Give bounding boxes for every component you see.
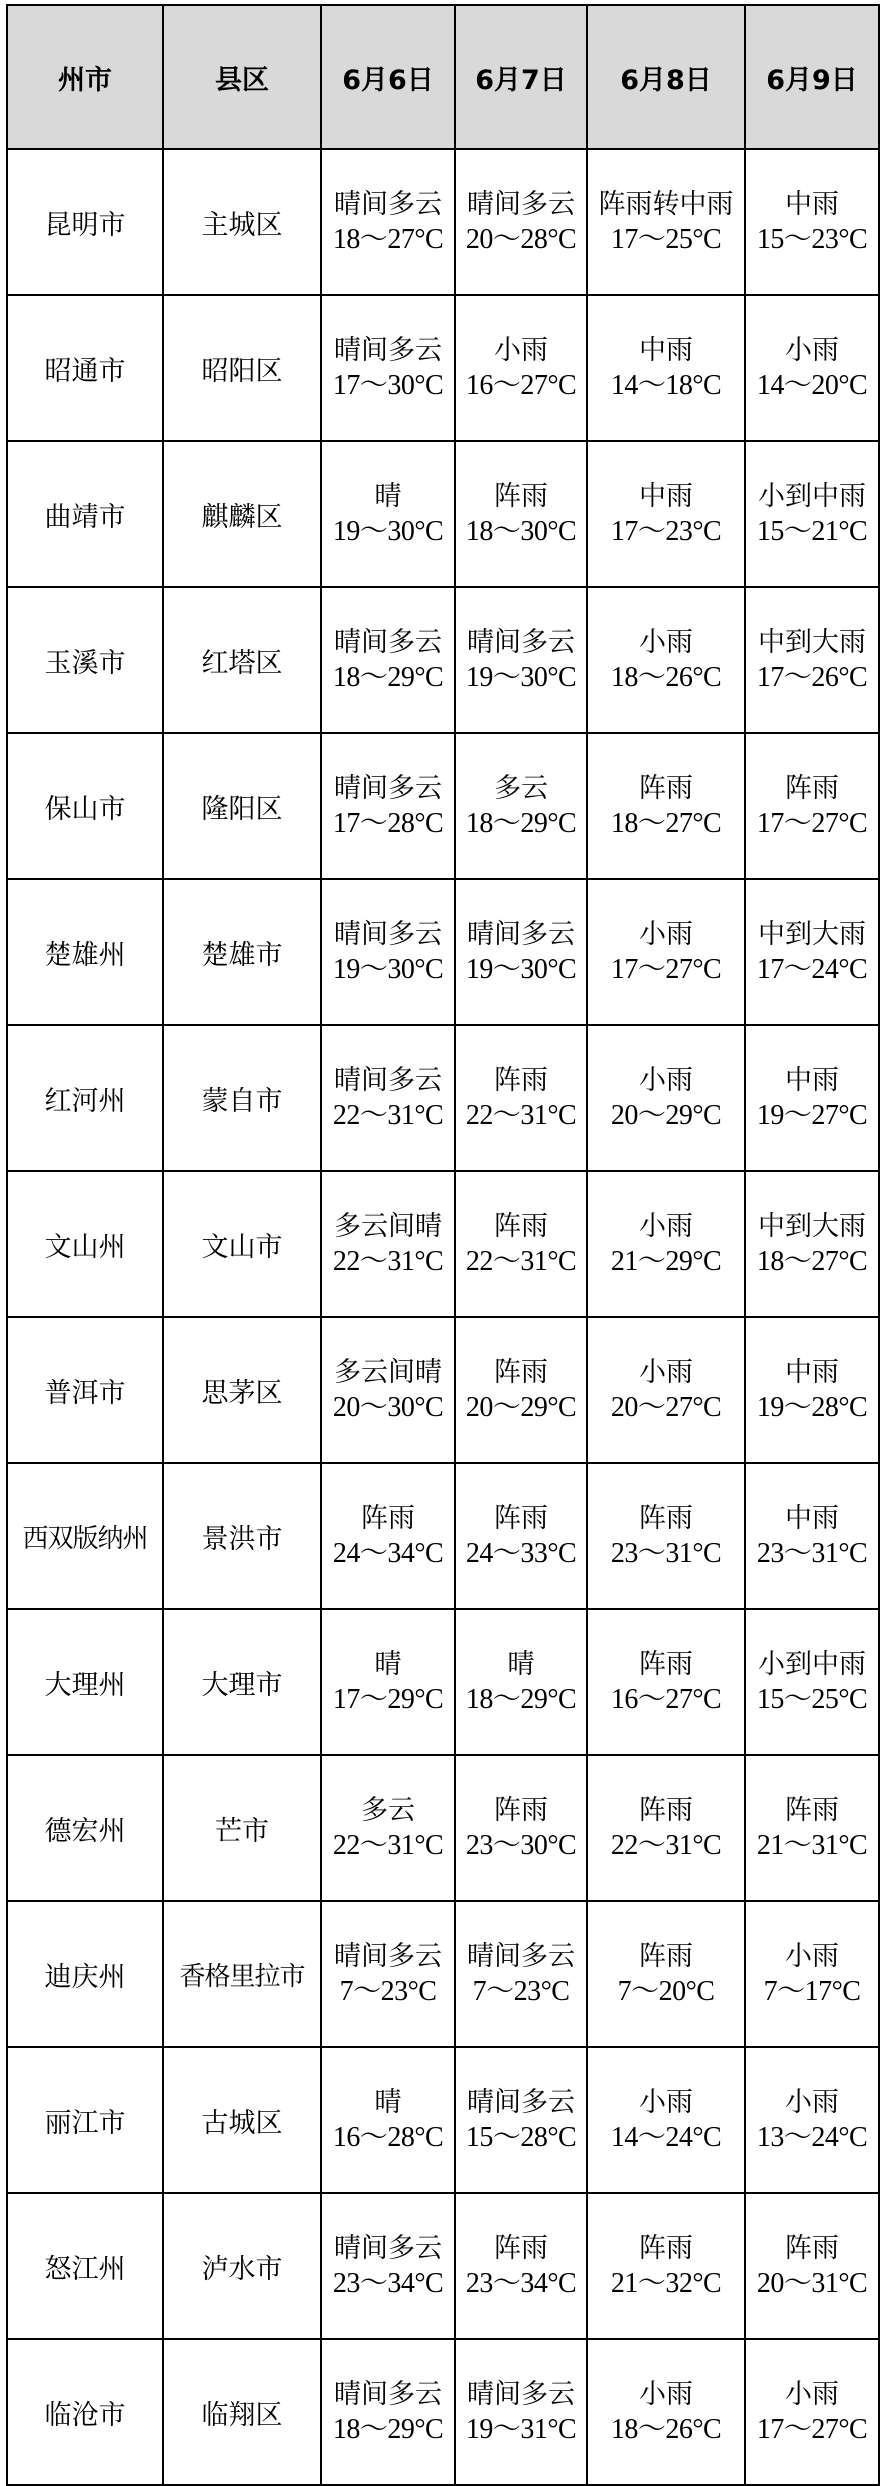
temperature-range: 23～30°C bbox=[465, 1830, 577, 1861]
table-row bbox=[7, 1025, 879, 1171]
forecast-cell bbox=[587, 2339, 745, 2485]
district-cell: 文山市 bbox=[163, 1171, 321, 1317]
forecast-cell bbox=[587, 587, 745, 733]
temperature-range: 24～33°C bbox=[465, 1538, 577, 1569]
district-cell: 大理市 bbox=[163, 1609, 321, 1755]
temperature-range: 19～28°C bbox=[756, 1392, 868, 1423]
forecast-cell bbox=[455, 733, 587, 879]
forecast-cell bbox=[587, 1609, 745, 1755]
weather-condition: 阵雨 bbox=[494, 1065, 548, 1096]
weather-condition: 小雨 bbox=[785, 2379, 839, 2410]
weather-condition: 小雨 bbox=[639, 1065, 693, 1096]
temperature-range: 21～31°C bbox=[756, 1830, 868, 1861]
forecast-cell bbox=[455, 1901, 587, 2047]
prefecture-cell: 丽江市 bbox=[7, 2047, 163, 2193]
weather-condition: 晴间多云 bbox=[334, 1941, 442, 1972]
temperature-range: 19～27°C bbox=[756, 1100, 868, 1131]
weather-condition: 多云 bbox=[494, 773, 548, 804]
forecast-cell bbox=[587, 1317, 745, 1463]
prefecture-cell: 昆明市 bbox=[7, 149, 163, 295]
prefecture-cell: 楚雄州 bbox=[7, 879, 163, 1025]
temperature-range: 17～27°C bbox=[610, 954, 722, 985]
weather-condition: 晴 bbox=[374, 1649, 402, 1680]
forecast-cell bbox=[745, 733, 879, 879]
district-cell: 泸水市 bbox=[163, 2193, 321, 2339]
district-cell: 蒙自市 bbox=[163, 1025, 321, 1171]
forecast-cell bbox=[745, 1171, 879, 1317]
table-row bbox=[7, 2339, 879, 2485]
temperature-range: 18～27°C bbox=[332, 224, 444, 255]
weather-condition: 中到大雨 bbox=[758, 1211, 866, 1242]
weather-condition: 小雨 bbox=[639, 919, 693, 950]
prefecture-cell: 昭通市 bbox=[7, 295, 163, 441]
temperature-range: 18～27°C bbox=[756, 1246, 868, 1277]
forecast-cell bbox=[587, 1171, 745, 1317]
forecast-cell bbox=[455, 879, 587, 1025]
temperature-range: 16～27°C bbox=[465, 370, 577, 401]
temperature-range: 15～21°C bbox=[756, 516, 868, 547]
district-cell: 古城区 bbox=[163, 2047, 321, 2193]
weather-condition: 中到大雨 bbox=[758, 627, 866, 658]
header-day-1: 6月6日 bbox=[321, 5, 455, 149]
prefecture-cell: 迪庆州 bbox=[7, 1901, 163, 2047]
weather-condition: 晴间多云 bbox=[467, 1941, 575, 1972]
prefecture-cell: 德宏州 bbox=[7, 1755, 163, 1901]
table-header-row bbox=[7, 5, 879, 149]
weather-condition: 小到中雨 bbox=[758, 481, 866, 512]
weather-condition: 阵雨 bbox=[494, 1503, 548, 1534]
header-prefecture: 州市 bbox=[7, 5, 163, 149]
forecast-cell bbox=[745, 2193, 879, 2339]
temperature-range: 22～31°C bbox=[332, 1830, 444, 1861]
forecast-cell bbox=[455, 441, 587, 587]
forecast-cell bbox=[455, 1025, 587, 1171]
table-row bbox=[7, 879, 879, 1025]
prefecture-cell: 西双版纳州 bbox=[7, 1463, 163, 1609]
weather-condition: 晴间多云 bbox=[334, 919, 442, 950]
weather-condition: 阵雨 bbox=[785, 1795, 839, 1826]
forecast-cell bbox=[587, 733, 745, 879]
forecast-cell bbox=[587, 1025, 745, 1171]
district-cell: 楚雄市 bbox=[163, 879, 321, 1025]
weather-condition: 晴间多云 bbox=[467, 919, 575, 950]
forecast-cell bbox=[321, 295, 455, 441]
forecast-cell bbox=[321, 587, 455, 733]
prefecture-cell: 普洱市 bbox=[7, 1317, 163, 1463]
forecast-cell bbox=[321, 1755, 455, 1901]
temperature-range: 7～20°C bbox=[617, 1976, 715, 2007]
temperature-range: 17～30°C bbox=[332, 370, 444, 401]
forecast-cell bbox=[745, 879, 879, 1025]
temperature-range: 18～26°C bbox=[610, 2414, 722, 2445]
weather-condition: 小雨 bbox=[785, 2087, 839, 2118]
weather-forecast-table bbox=[6, 4, 880, 2486]
temperature-range: 17～26°C bbox=[756, 662, 868, 693]
temperature-range: 23～31°C bbox=[610, 1538, 722, 1569]
weather-condition: 晴间多云 bbox=[467, 189, 575, 220]
temperature-range: 7～23°C bbox=[339, 1976, 437, 2007]
temperature-range: 22～31°C bbox=[610, 1830, 722, 1861]
temperature-range: 22～31°C bbox=[332, 1100, 444, 1131]
temperature-range: 16～27°C bbox=[610, 1684, 722, 1715]
temperature-range: 19～30°C bbox=[332, 516, 444, 547]
temperature-range: 20～31°C bbox=[756, 2268, 868, 2299]
forecast-cell bbox=[321, 879, 455, 1025]
weather-condition: 晴间多云 bbox=[334, 2379, 442, 2410]
header-day-3: 6月8日 bbox=[587, 5, 745, 149]
prefecture-cell: 临沧市 bbox=[7, 2339, 163, 2485]
district-cell: 隆阳区 bbox=[163, 733, 321, 879]
weather-condition: 阵雨 bbox=[494, 481, 548, 512]
table-row bbox=[7, 149, 879, 295]
weather-condition: 晴间多云 bbox=[334, 335, 442, 366]
forecast-cell bbox=[745, 2339, 879, 2485]
forecast-cell bbox=[455, 149, 587, 295]
forecast-cell bbox=[455, 587, 587, 733]
weather-condition: 多云间晴 bbox=[334, 1357, 442, 1388]
temperature-range: 20～30°C bbox=[332, 1392, 444, 1423]
forecast-cell bbox=[321, 2193, 455, 2339]
temperature-range: 19～30°C bbox=[465, 662, 577, 693]
temperature-range: 23～34°C bbox=[465, 2268, 577, 2299]
weather-condition: 中雨 bbox=[639, 481, 693, 512]
prefecture-cell: 怒江州 bbox=[7, 2193, 163, 2339]
prefecture-cell: 红河州 bbox=[7, 1025, 163, 1171]
temperature-range: 13～24°C bbox=[756, 2122, 868, 2153]
forecast-cell bbox=[587, 149, 745, 295]
weather-condition: 晴间多云 bbox=[467, 2379, 575, 2410]
weather-condition: 晴间多云 bbox=[334, 773, 442, 804]
forecast-cell bbox=[455, 2047, 587, 2193]
forecast-cell bbox=[321, 2339, 455, 2485]
weather-condition: 中雨 bbox=[785, 1503, 839, 1534]
forecast-cell bbox=[455, 1609, 587, 1755]
temperature-range: 19～31°C bbox=[465, 2414, 577, 2445]
forecast-cell bbox=[321, 1463, 455, 1609]
district-cell: 景洪市 bbox=[163, 1463, 321, 1609]
table-row bbox=[7, 2047, 879, 2193]
temperature-range: 20～28°C bbox=[465, 224, 577, 255]
header-day-2: 6月7日 bbox=[455, 5, 587, 149]
weather-condition: 晴间多云 bbox=[467, 2087, 575, 2118]
temperature-range: 18～29°C bbox=[465, 1684, 577, 1715]
forecast-cell bbox=[587, 2047, 745, 2193]
weather-condition: 晴间多云 bbox=[334, 189, 442, 220]
weather-condition: 阵雨转中雨 bbox=[598, 189, 734, 220]
temperature-range: 24～34°C bbox=[332, 1538, 444, 1569]
forecast-cell bbox=[321, 2047, 455, 2193]
district-cell: 麒麟区 bbox=[163, 441, 321, 587]
header-day-4: 6月9日 bbox=[745, 5, 879, 149]
table-body bbox=[7, 149, 879, 2485]
weather-condition: 小到中雨 bbox=[758, 1649, 866, 1680]
table-row bbox=[7, 1171, 879, 1317]
temperature-range: 23～34°C bbox=[332, 2268, 444, 2299]
weather-condition: 小雨 bbox=[639, 627, 693, 658]
temperature-range: 20～27°C bbox=[610, 1392, 722, 1423]
temperature-range: 17～25°C bbox=[610, 224, 722, 255]
temperature-range: 18～27°C bbox=[610, 808, 722, 839]
table-row bbox=[7, 587, 879, 733]
prefecture-cell: 保山市 bbox=[7, 733, 163, 879]
temperature-range: 17～29°C bbox=[332, 1684, 444, 1715]
table-row bbox=[7, 1317, 879, 1463]
temperature-range: 15～25°C bbox=[756, 1684, 868, 1715]
table-row bbox=[7, 441, 879, 587]
forecast-cell bbox=[455, 1317, 587, 1463]
forecast-cell bbox=[587, 2193, 745, 2339]
temperature-range: 18～29°C bbox=[332, 2414, 444, 2445]
temperature-range: 18～29°C bbox=[465, 808, 577, 839]
weather-condition: 中到大雨 bbox=[758, 919, 866, 950]
forecast-cell bbox=[745, 1609, 879, 1755]
temperature-range: 17～27°C bbox=[756, 808, 868, 839]
weather-condition: 阵雨 bbox=[639, 1649, 693, 1680]
table-row bbox=[7, 1901, 879, 2047]
forecast-cell bbox=[745, 295, 879, 441]
temperature-range: 15～23°C bbox=[756, 224, 868, 255]
temperature-range: 21～32°C bbox=[610, 2268, 722, 2299]
temperature-range: 14～24°C bbox=[610, 2122, 722, 2153]
temperature-range: 17～23°C bbox=[610, 516, 722, 547]
weather-condition: 阵雨 bbox=[785, 2233, 839, 2264]
forecast-cell bbox=[745, 1463, 879, 1609]
weather-condition: 阵雨 bbox=[494, 1795, 548, 1826]
forecast-cell bbox=[455, 1171, 587, 1317]
district-cell: 芒市 bbox=[163, 1755, 321, 1901]
forecast-cell bbox=[587, 441, 745, 587]
forecast-cell bbox=[745, 1025, 879, 1171]
temperature-range: 20～29°C bbox=[610, 1100, 722, 1131]
weather-condition: 小雨 bbox=[494, 335, 548, 366]
weather-condition: 阵雨 bbox=[639, 1503, 693, 1534]
forecast-cell bbox=[321, 733, 455, 879]
weather-condition: 中雨 bbox=[785, 189, 839, 220]
forecast-cell bbox=[455, 295, 587, 441]
temperature-range: 19～30°C bbox=[332, 954, 444, 985]
district-cell: 红塔区 bbox=[163, 587, 321, 733]
forecast-cell bbox=[745, 1901, 879, 2047]
forecast-cell bbox=[455, 1463, 587, 1609]
temperature-range: 16～28°C bbox=[332, 2122, 444, 2153]
temperature-range: 17～27°C bbox=[756, 2414, 868, 2445]
table-row bbox=[7, 295, 879, 441]
weather-condition: 多云间晴 bbox=[334, 1211, 442, 1242]
forecast-cell bbox=[587, 1463, 745, 1609]
forecast-cell bbox=[745, 1317, 879, 1463]
temperature-range: 17～24°C bbox=[756, 954, 868, 985]
forecast-cell bbox=[321, 149, 455, 295]
weather-condition: 阵雨 bbox=[361, 1503, 415, 1534]
table-row bbox=[7, 1755, 879, 1901]
table-row bbox=[7, 1609, 879, 1755]
forecast-cell bbox=[455, 2339, 587, 2485]
weather-condition: 多云 bbox=[361, 1795, 415, 1826]
table-row bbox=[7, 733, 879, 879]
temperature-range: 7～23°C bbox=[472, 1976, 570, 2007]
district-cell: 思茅区 bbox=[163, 1317, 321, 1463]
temperature-range: 21～29°C bbox=[610, 1246, 722, 1277]
temperature-range: 22～31°C bbox=[465, 1100, 577, 1131]
weather-condition: 阵雨 bbox=[639, 1795, 693, 1826]
temperature-range: 18～29°C bbox=[332, 662, 444, 693]
weather-condition: 小雨 bbox=[639, 2087, 693, 2118]
temperature-range: 18～26°C bbox=[610, 662, 722, 693]
temperature-range: 15～28°C bbox=[465, 2122, 577, 2153]
district-cell: 昭阳区 bbox=[163, 295, 321, 441]
forecast-cell bbox=[455, 2193, 587, 2339]
forecast-cell bbox=[321, 1609, 455, 1755]
prefecture-cell: 玉溪市 bbox=[7, 587, 163, 733]
temperature-range: 22～31°C bbox=[332, 1246, 444, 1277]
forecast-cell bbox=[321, 441, 455, 587]
weather-condition: 小雨 bbox=[785, 335, 839, 366]
weather-condition: 晴 bbox=[507, 1649, 535, 1680]
temperature-range: 7～17°C bbox=[763, 1976, 861, 2007]
forecast-cell bbox=[321, 1171, 455, 1317]
temperature-range: 17～28°C bbox=[332, 808, 444, 839]
forecast-cell bbox=[745, 2047, 879, 2193]
forecast-cell bbox=[455, 1755, 587, 1901]
temperature-range: 20～29°C bbox=[465, 1392, 577, 1423]
weather-condition: 阵雨 bbox=[494, 1211, 548, 1242]
forecast-cell bbox=[587, 1901, 745, 2047]
district-cell: 香格里拉市 bbox=[163, 1901, 321, 2047]
weather-condition: 小雨 bbox=[639, 1357, 693, 1388]
weather-condition: 阵雨 bbox=[785, 773, 839, 804]
forecast-cell bbox=[745, 149, 879, 295]
weather-condition: 晴间多云 bbox=[334, 2233, 442, 2264]
weather-condition: 晴间多云 bbox=[467, 627, 575, 658]
weather-condition: 中雨 bbox=[785, 1065, 839, 1096]
temperature-range: 14～20°C bbox=[756, 370, 868, 401]
forecast-cell bbox=[321, 1317, 455, 1463]
weather-condition: 晴 bbox=[374, 481, 402, 512]
forecast-cell bbox=[321, 1025, 455, 1171]
forecast-cell bbox=[321, 1901, 455, 2047]
weather-condition: 中雨 bbox=[785, 1357, 839, 1388]
table-row bbox=[7, 1463, 879, 1609]
forecast-cell bbox=[745, 441, 879, 587]
weather-condition: 阵雨 bbox=[639, 2233, 693, 2264]
temperature-range: 19～30°C bbox=[465, 954, 577, 985]
forecast-cell bbox=[587, 879, 745, 1025]
forecast-cell bbox=[587, 295, 745, 441]
forecast-cell bbox=[745, 587, 879, 733]
forecast-cell bbox=[745, 1755, 879, 1901]
temperature-range: 23～31°C bbox=[756, 1538, 868, 1569]
weather-condition: 中雨 bbox=[639, 335, 693, 366]
weather-condition: 晴间多云 bbox=[334, 627, 442, 658]
temperature-range: 18～30°C bbox=[465, 516, 577, 547]
weather-condition: 晴间多云 bbox=[334, 1065, 442, 1096]
prefecture-cell: 文山州 bbox=[7, 1171, 163, 1317]
weather-condition: 小雨 bbox=[639, 2379, 693, 2410]
prefecture-cell: 大理州 bbox=[7, 1609, 163, 1755]
weather-condition: 阵雨 bbox=[639, 1941, 693, 1972]
header-district: 县区 bbox=[163, 5, 321, 149]
temperature-range: 14～18°C bbox=[610, 370, 722, 401]
weather-condition: 阵雨 bbox=[639, 773, 693, 804]
temperature-range: 22～31°C bbox=[465, 1246, 577, 1277]
weather-condition: 阵雨 bbox=[494, 1357, 548, 1388]
weather-condition: 小雨 bbox=[785, 1941, 839, 1972]
prefecture-cell: 曲靖市 bbox=[7, 441, 163, 587]
weather-condition: 晴 bbox=[374, 2087, 402, 2118]
forecast-cell bbox=[587, 1755, 745, 1901]
district-cell: 临翔区 bbox=[163, 2339, 321, 2485]
table-row bbox=[7, 2193, 879, 2339]
district-cell: 主城区 bbox=[163, 149, 321, 295]
weather-condition: 阵雨 bbox=[494, 2233, 548, 2264]
weather-condition: 小雨 bbox=[639, 1211, 693, 1242]
